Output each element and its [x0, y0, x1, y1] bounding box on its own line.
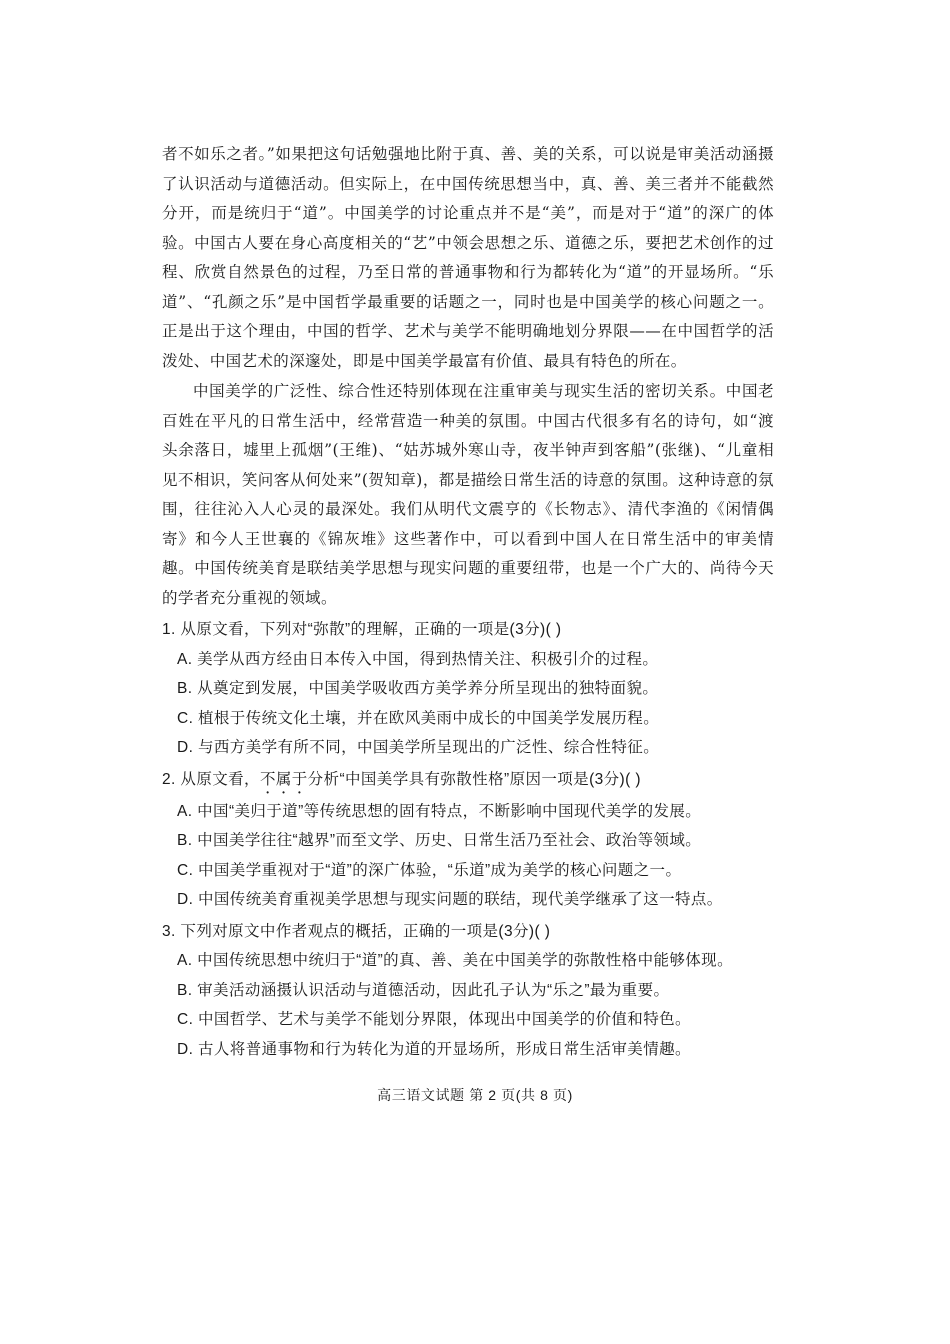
question-1-stem: 1. 从原文看，下列对“弥散”的理解，正确的一项是(3分)( ) [162, 621, 562, 638]
question-2-option-c: C. 中国美学重视对于“道”的深广体验，“乐道”成为美学的核心问题之一。 [177, 861, 682, 879]
question-3-option-c: C. 中国哲学、艺术与美学不能划分界限，体现出中国美学的价值和特色。 [177, 1011, 691, 1028]
question-3-option-a: A. 中国传统思想中统归于“道”的真、善、美在中国美学的弥散性格中能够体现。 [177, 952, 733, 969]
question-3-stem: 3. 下列对原文中作者观点的概括，正确的一项是(3分)( ) [162, 922, 551, 940]
question-2-stem-prefix: 2. 从原文看， [162, 770, 260, 788]
question-2-emphasis: 不属于 [259, 770, 308, 788]
question-1 [162, 615, 774, 763]
question-2 [162, 765, 774, 915]
question-2-option-d: D. 中国传统美育重视美学思想与现实问题的联结，现代美学继承了这一特点。 [177, 891, 723, 908]
question-1-option-a: A. 美学从西方经由日本传入中国，得到热情关注、积极引介的过程。 [177, 650, 659, 668]
passage-paragraph-1: 者不如乐之者。”如果把这句话勉强地比附于真、善、美的关系，可以说是审美活动涵摄了认识活动与道德活动。但实际上，在中国传统思想当中，真、善、美三者并不能截然分开，而是统归于“道”。中国美学的讨论重点并不是“美”，而是对于“道”的深广的体验。中国古人要在身心高度相关的“艺”中领会思想之乐、道德之乐，要把艺术创作的过程、欣赏自然景色的过程，乃至日常的普通事物和行为都转化为“道”的开显场所。“乐道”、“孔颜之乐”是中国哲学最重要的话题之一，同时也是中国美学的核心问题之一。正是出于这个理由，中国的哲学、艺术与美学不能明确地划分界限——在中国哲学的活泼处、中国艺术的深邃处，即是中国美学最富有价值、最具有特色的所在。 [162, 145, 774, 370]
question-1-option-b: B. 从奠定到发展，中国美学吸收西方美学养分所呈现出的独特面貌。 [177, 680, 659, 697]
question-1-option-d: D. 与西方美学有所不同，中国美学所呈现出的广泛性、综合性特征。 [177, 739, 660, 756]
question-2-stem-suffix: 分析“中国美学具有弥散性格”原因一项是(3分)( ) [307, 770, 641, 788]
question-3-option-b: B. 审美活动涵摄认识活动与道德活动，因此孔子认为“乐之”最为重要。 [177, 981, 670, 999]
question-1-option-c: C. 植根于传统文化土壤，并在欧风美雨中成长的中国美学发展历程。 [177, 709, 660, 727]
page-content [162, 140, 774, 1064]
question-2-stem [162, 765, 774, 797]
question-3 [162, 917, 774, 1065]
page-footer: 高三语文试题 第 2 页(共 8 页) [377, 1087, 573, 1103]
question-2-option-a: A. 中国“美归于道”等传统思想的固有特点，不断影响中国现代美学的发展。 [177, 802, 702, 820]
question-2-option-b: B. 中国美学往往“越界”而至文学、历史、日常生活乃至社会、政治等领域。 [177, 832, 702, 849]
passage-paragraph-2: 中国美学的广泛性、综合性还特别体现在注重审美与现实生活的密切关系。中国老百姓在平凡的日常生活中，经常营造一种美的氛围。中国古代很多有名的诗句，如“渡头余落日，墟里上孤烟”(王维)、“姑苏城外寒山寺，夜半钟声到客船”(张继)、“儿童相见不相识，笑问客从何处来”(贺知章)，都是描绘日常生活的诗意的氛围。这种诗意的氛围，往往沁入人心灵的最深处。我们从明代文震亨的《长物志》、清代李渔的《闲情偶寄》和今人王世襄的《锦灰堆》这些著作中，可以看到中国人在日常生活中的审美情趣。中国传统美育是联结美学思想与现实问题的重要纽带，也是一个广大的、尚待今天的学者充分重视的领域。 [162, 382, 774, 607]
question-3-option-d: D. 古人将普通事物和行为转化为道的开显场所，形成日常生活审美情趣。 [177, 1040, 691, 1058]
